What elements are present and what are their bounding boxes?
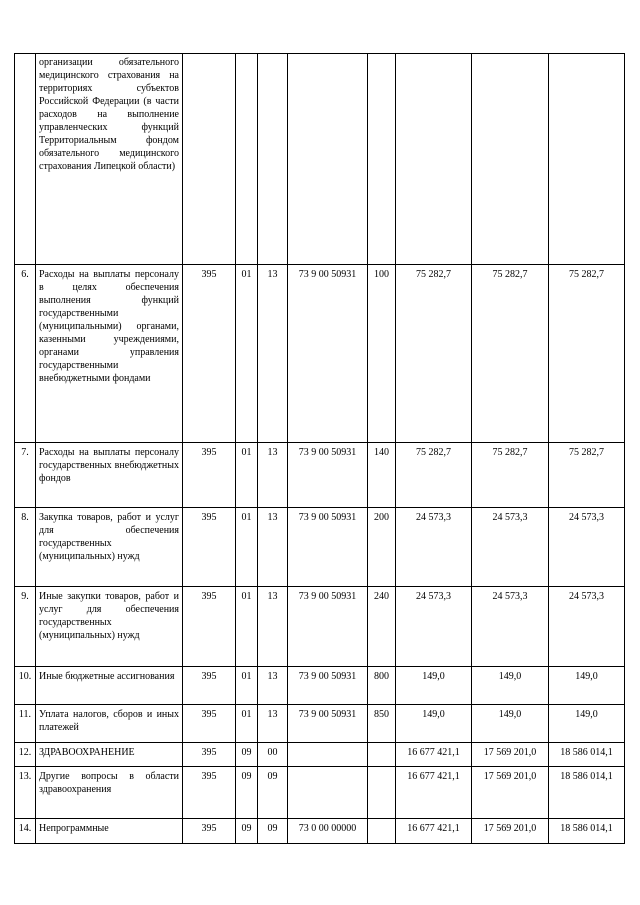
subsection-code: 13 [258,667,288,705]
row-number: 13. [15,767,36,819]
table-row [15,819,625,844]
amount-year-3: 149,0 [549,667,625,705]
row-number: 9. [15,587,36,667]
budget-table [14,53,625,844]
section-code: 01 [236,443,258,508]
row-number: 10. [15,667,36,705]
grbs-code: 395 [183,819,236,844]
expense-type-code: 140 [368,443,396,508]
expense-type-code: 240 [368,587,396,667]
subsection-code [258,54,288,265]
amount-year-1: 16 677 421,1 [396,743,472,767]
section-code: 01 [236,705,258,743]
amount-year-3: 24 573,3 [549,587,625,667]
section-code: 01 [236,265,258,443]
expense-name: Непрограммные [36,819,183,844]
amount-year-1: 149,0 [396,667,472,705]
amount-year-3: 24 573,3 [549,508,625,587]
target-article-code: 73 9 00 50931 [288,265,368,443]
expense-type-code: 850 [368,705,396,743]
subsection-code: 09 [258,819,288,844]
row-number: 14. [15,819,36,844]
amount-year-3: 18 586 014,1 [549,819,625,844]
section-code: 01 [236,508,258,587]
amount-year-2: 17 569 201,0 [472,767,549,819]
target-article-code [288,767,368,819]
grbs-code: 395 [183,767,236,819]
expense-type-code [368,54,396,265]
amount-year-1: 24 573,3 [396,508,472,587]
amount-year-3: 18 586 014,1 [549,743,625,767]
amount-year-2 [472,54,549,265]
section-code: 01 [236,587,258,667]
subsection-code: 09 [258,767,288,819]
row-number: 7. [15,443,36,508]
expense-name: Иные бюджетные ассигнования [36,667,183,705]
table-row [15,705,625,743]
amount-year-1: 24 573,3 [396,587,472,667]
table-row [15,587,625,667]
table-row [15,443,625,508]
target-article-code: 73 9 00 50931 [288,667,368,705]
amount-year-2: 24 573,3 [472,587,549,667]
expense-name: организации обязательного медицинского страхования на территориях субъектов Российской Федерации (в части расходов на выполнение управленческих функций Территориальным фондом обязательного медицинского страхования Липецкой области) [36,54,183,265]
expense-type-code: 800 [368,667,396,705]
section-code: 09 [236,767,258,819]
section-code [236,54,258,265]
amount-year-2: 17 569 201,0 [472,819,549,844]
amount-year-2: 149,0 [472,705,549,743]
table-row [15,54,625,265]
expense-type-code: 200 [368,508,396,587]
target-article-code: 73 0 00 00000 [288,819,368,844]
grbs-code [183,54,236,265]
expense-name: ЗДРАВООХРАНЕНИЕ [36,743,183,767]
target-article-code: 73 9 00 50931 [288,705,368,743]
section-code: 01 [236,667,258,705]
expense-name: Расходы на выплаты персоналу в целях обеспечения выполнения функций государственными (муниципальными) органами, казенными учреждениями, органами управления государственными внебюджетными фондами [36,265,183,443]
target-article-code: 73 9 00 50931 [288,508,368,587]
amount-year-2: 149,0 [472,667,549,705]
table-row [15,767,625,819]
expense-name: Иные закупки товаров, работ и услуг для обеспечения государственных (муниципальных) нужд [36,587,183,667]
target-article-code [288,54,368,265]
subsection-code: 13 [258,265,288,443]
section-code: 09 [236,743,258,767]
amount-year-1 [396,54,472,265]
section-code: 09 [236,819,258,844]
amount-year-1: 16 677 421,1 [396,767,472,819]
table-row [15,265,625,443]
amount-year-3 [549,54,625,265]
grbs-code: 395 [183,705,236,743]
expense-type-code [368,767,396,819]
subsection-code: 13 [258,443,288,508]
amount-year-2: 24 573,3 [472,508,549,587]
amount-year-1: 75 282,7 [396,443,472,508]
expense-name: Закупка товаров, работ и услуг для обеспечения государственных (муниципальных) нужд [36,508,183,587]
amount-year-1: 16 677 421,1 [396,819,472,844]
target-article-code [288,743,368,767]
amount-year-3: 75 282,7 [549,443,625,508]
grbs-code: 395 [183,667,236,705]
target-article-code: 73 9 00 50931 [288,587,368,667]
row-number: 12. [15,743,36,767]
grbs-code: 395 [183,265,236,443]
grbs-code: 395 [183,743,236,767]
expense-type-code [368,819,396,844]
subsection-code: 13 [258,508,288,587]
amount-year-2: 75 282,7 [472,443,549,508]
expense-name: Другие вопросы в области здравоохранения [36,767,183,819]
target-article-code: 73 9 00 50931 [288,443,368,508]
grbs-code: 395 [183,508,236,587]
row-number: 11. [15,705,36,743]
table-row [15,667,625,705]
table-row [15,508,625,587]
table-row [15,743,625,767]
grbs-code: 395 [183,587,236,667]
amount-year-3: 75 282,7 [549,265,625,443]
row-number [15,54,36,265]
amount-year-3: 18 586 014,1 [549,767,625,819]
expense-name: Расходы на выплаты персоналу государственных внебюджетных фондов [36,443,183,508]
table-body [15,54,625,844]
subsection-code: 13 [258,587,288,667]
subsection-code: 00 [258,743,288,767]
row-number: 6. [15,265,36,443]
subsection-code: 13 [258,705,288,743]
expense-name: Уплата налогов, сборов и иных платежей [36,705,183,743]
amount-year-3: 149,0 [549,705,625,743]
grbs-code: 395 [183,443,236,508]
expense-type-code [368,743,396,767]
amount-year-1: 149,0 [396,705,472,743]
expense-type-code: 100 [368,265,396,443]
amount-year-2: 75 282,7 [472,265,549,443]
row-number: 8. [15,508,36,587]
amount-year-2: 17 569 201,0 [472,743,549,767]
amount-year-1: 75 282,7 [396,265,472,443]
